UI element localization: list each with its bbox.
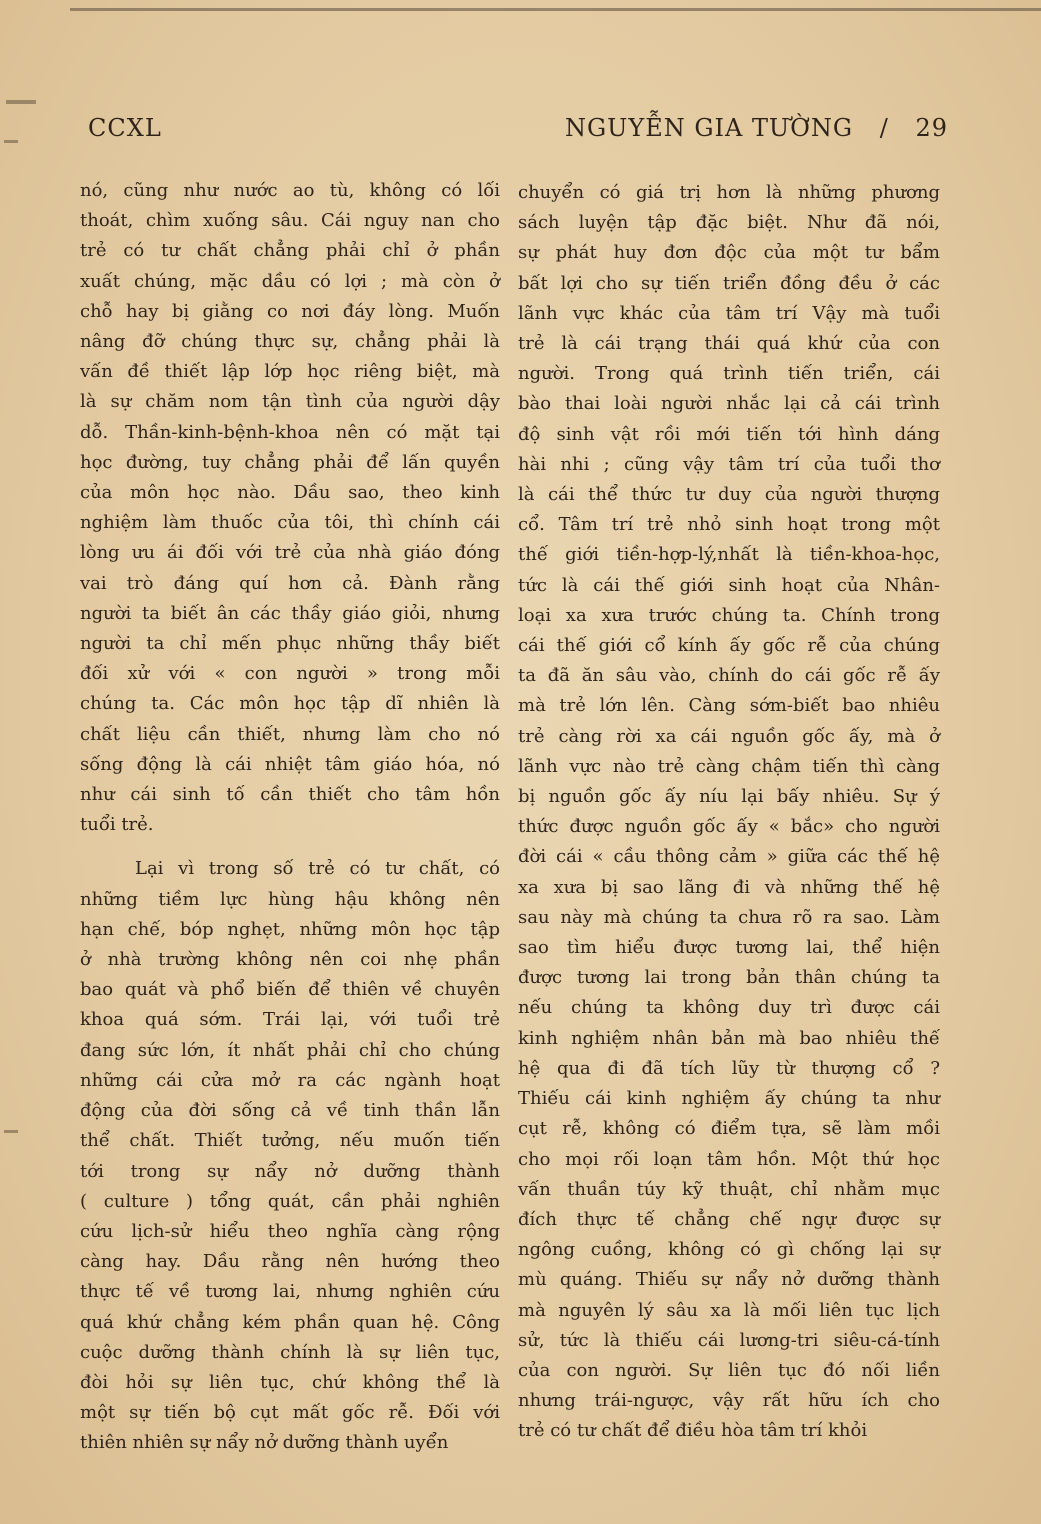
text-line: hài nhi ; cũng vậy tâm trí của tuổi thơ [518, 453, 940, 475]
text-line: chất liệu cần thiết, nhưng làm cho nó [80, 723, 500, 745]
text-line: mù quáng. Thiếu sự nẩy nở dưỡng thành [518, 1269, 940, 1291]
text-line: tới trong sự nẩy nở dưỡng thành [80, 1160, 500, 1182]
page-top-edge [70, 8, 1041, 11]
text-line: những tiềm lực hùng hậu không nên [80, 888, 500, 910]
text-line: mà trẻ lớn lên. Càng sớm-biết bao nhiêu [518, 695, 940, 717]
header-right [565, 114, 948, 142]
text-line: thế giới tiền-hợp-lý,nhất là tiền-khoa-học, [518, 544, 940, 566]
text-line: mà nguyên lý sâu xa là mối liên tục lịch [518, 1299, 940, 1321]
text-line: cụt rễ, không có điểm tựa, sẽ làm mồi [518, 1118, 940, 1140]
text-line: tức là cái thế giới sinh hoạt của Nhân- [518, 574, 940, 596]
text-line: đích thực tế chẳng chế ngự được sự [518, 1208, 940, 1230]
margin-mark [4, 140, 18, 143]
text-line: những cái cửa mở ra các ngành hoạt [80, 1069, 500, 1091]
text-line: là cái thể thức tư duy của người thượng [518, 484, 940, 506]
text-line: bào thai loài người nhắc lại cả cái trình [518, 393, 940, 415]
text-line: ngông cuồng, không có gì chống lại sự [518, 1239, 940, 1261]
text-line: sao tìm hiểu được tương lai, thể hiện [518, 937, 940, 959]
text-line: khoa quá sớm. Trái lại, với tuổi trẻ [80, 1009, 500, 1031]
text-line: nghiệm làm thuốc của tôi, thì chính cái [80, 512, 500, 534]
text-line: của con người. Sự liên tục đó nối liền [518, 1359, 940, 1381]
text-line: bất lợi cho sự tiến triển đồng đều ở các [518, 272, 940, 294]
text-line: người ta biết ân các thầy giáo giỏi, nhưng [80, 602, 500, 624]
text-line: nâng đỡ chúng thực sự, chẳng phải là [80, 331, 500, 353]
text-line: chuyển có giá trị hơn là những phương [518, 182, 940, 203]
text-line: thể chất. Thiết tưởng, nếu muốn tiến [80, 1130, 500, 1152]
text-line: kinh nghiệm nhân bản mà bao nhiêu thế [518, 1027, 940, 1049]
text-line: loại xa xưa trước chúng ta. Chính trong [518, 604, 940, 626]
text-line: cứu lịch-sử hiểu theo nghĩa càng rộng [80, 1220, 500, 1242]
page-number: 29 [915, 114, 948, 142]
text-line: đang sức lớn, ít nhất phải chỉ cho chúng [80, 1039, 500, 1061]
text-line: độ sinh vật rồi mới tiến tới hình dáng [518, 423, 940, 445]
text-line: sự phát huy đơn độc của một tư bẩm [518, 242, 940, 264]
text-line: bị nguồn gốc ấy níu lại bấy nhiêu. Sự ý [518, 786, 940, 808]
text-line: trẻ có tư chất chẳng phải chỉ ở phần [80, 240, 500, 262]
text-line: vai trò đáng quí hơn cả. Đành rằng [80, 572, 500, 594]
text-line: càng hay. Dầu rằng nên hướng theo [80, 1251, 500, 1273]
text-line: trẻ càng rời xa cái nguồn gốc ấy, mà ở [518, 725, 940, 747]
text-line: vấn đề thiết lập lớp học riêng biệt, mà [80, 361, 500, 383]
paragraph-1 [80, 176, 500, 840]
text-line: được tương lai trong bản thân chúng ta [518, 967, 940, 989]
text-line: thức được nguồn gốc ấy « bắc» cho người [518, 816, 940, 838]
text-line: đối xử với « con người » trong mỗi [80, 663, 500, 685]
paragraph-gap [80, 840, 500, 854]
text-line: là sự chăm nom tận tình của người dậy [80, 391, 500, 413]
text-line: nhưng trái-ngược, vậy rất hữu ích cho [518, 1390, 940, 1412]
text-line: người. Trong quá trình tiến triển, cái [518, 363, 940, 385]
text-line: nếu chúng ta không duy trì được cái [518, 997, 940, 1019]
text-line: chúng ta. Các môn học tập dĩ nhiên là [80, 693, 500, 715]
text-line: lòng ưu ái đối với trẻ của nhà giáo đóng [80, 542, 500, 564]
text-line: vấn thuần túy kỹ thuật, chỉ nhằm mục [518, 1178, 940, 1200]
header-title: NGUYỄN GIA TƯỜNG [564, 114, 854, 142]
paragraph-2 [80, 854, 500, 1458]
text-line: xuất chúng, mặc dầu có lợi ; mà còn ở [80, 270, 500, 292]
text-line: quá khứ chẳng kém phần quan hệ. Công [80, 1311, 500, 1333]
text-line: đời cái « cầu thông cảm » giữa các thế hệ [518, 846, 940, 868]
text-line: hạn chế, bóp nghẹt, những môn học tập [80, 918, 500, 940]
text-line: tuổi trẻ. [80, 814, 154, 836]
running-header [88, 114, 948, 154]
text-line: chỗ hay bị giằng co nơi đáy lòng. Muốn [80, 300, 500, 322]
text-line: lãnh vực khác của tâm trí Vậy mà tuổi [518, 302, 940, 324]
text-line: của môn học nào. Dầu sao, theo kinh [80, 482, 500, 504]
text-line: sống động là cái nhiệt tâm giáo hóa, nó [80, 753, 500, 775]
header-separator: / [879, 114, 889, 142]
text-line: cổ. Tâm trí trẻ nhỏ sinh hoạt trong một [518, 514, 940, 536]
text-line: thiên nhiên sự nẩy nở dưỡng thành uyển [80, 1432, 449, 1454]
text-line: ở nhà trường không nên coi nhẹ phần [80, 949, 500, 971]
text-line: thực tế về tương lai, nhưng nghiên cứu [80, 1281, 500, 1303]
text-line: dỗ. Thần-kinh-bệnh-khoa nên có mặt tại [80, 421, 500, 443]
text-line: sử, tức là thiếu cái lương-tri siêu-cá-tính [518, 1329, 940, 1351]
margin-mark [6, 100, 36, 104]
text-line: cuộc dưỡng thành chính là sự liên tục, [80, 1341, 500, 1363]
text-line: trẻ có tư chất để điều hòa tâm trí khỏi [518, 1420, 868, 1442]
text-line: thoát, chìm xuống sâu. Cái nguy nan cho [80, 210, 500, 232]
text-line: cái thế giới cổ kính ấy gốc rễ của chúng [518, 635, 940, 657]
text-line: hệ qua đi đã tích lũy từ thượng cổ ? [518, 1057, 940, 1079]
text-line: sau này mà chúng ta chưa rõ ra sao. Làm [518, 906, 940, 928]
text-line: học đường, tuy chẳng phải để lấn quyền [80, 451, 500, 473]
text-line: bao quát và phổ biến để thiên về chuyên [80, 979, 500, 1001]
text-line: người ta chỉ mến phục những thầy biết [80, 633, 500, 655]
text-line: Lại vì trong số trẻ có tư chất, có [135, 858, 500, 880]
text-line: xa xưa bị sao lãng đi và những thế hệ [518, 876, 940, 898]
text-line: lãnh vực nào trẻ càng chậm tiến thì càng [518, 755, 940, 777]
text-line: ( culture ) tổng quát, cần phải nghiên [80, 1190, 500, 1212]
text-line: nó, cũng như nước ao tù, không có lối [80, 180, 500, 201]
text-line: ta đã ăn sâu vào, chính do cái gốc rễ ấy [518, 665, 940, 687]
paragraph-3 [518, 178, 940, 1447]
text-line: sách luyện tập đặc biệt. Như đã nói, [518, 212, 940, 234]
text-line: cho mọi rối loạn tâm hồn. Một thứ học [518, 1148, 940, 1170]
text-line: một sự tiến bộ cụt mất gốc rễ. Đối với [80, 1402, 500, 1424]
text-line: đòi hỏi sự liên tục, chứ không thể là [80, 1371, 500, 1393]
text-line: như cái sinh tố cần thiết cho tâm hồn [80, 784, 500, 806]
text-line: Thiếu cái kinh nghiệm ấy chúng ta như [518, 1088, 940, 1110]
left-column [80, 176, 500, 1459]
header-section-label: CCXL [88, 114, 162, 142]
margin-mark [4, 1130, 18, 1133]
right-column [518, 178, 940, 1447]
text-line: động của đời sống cả về tinh thần lẫn [80, 1100, 500, 1122]
text-line: trẻ là cái trạng thái quá khứ của con [518, 333, 940, 355]
